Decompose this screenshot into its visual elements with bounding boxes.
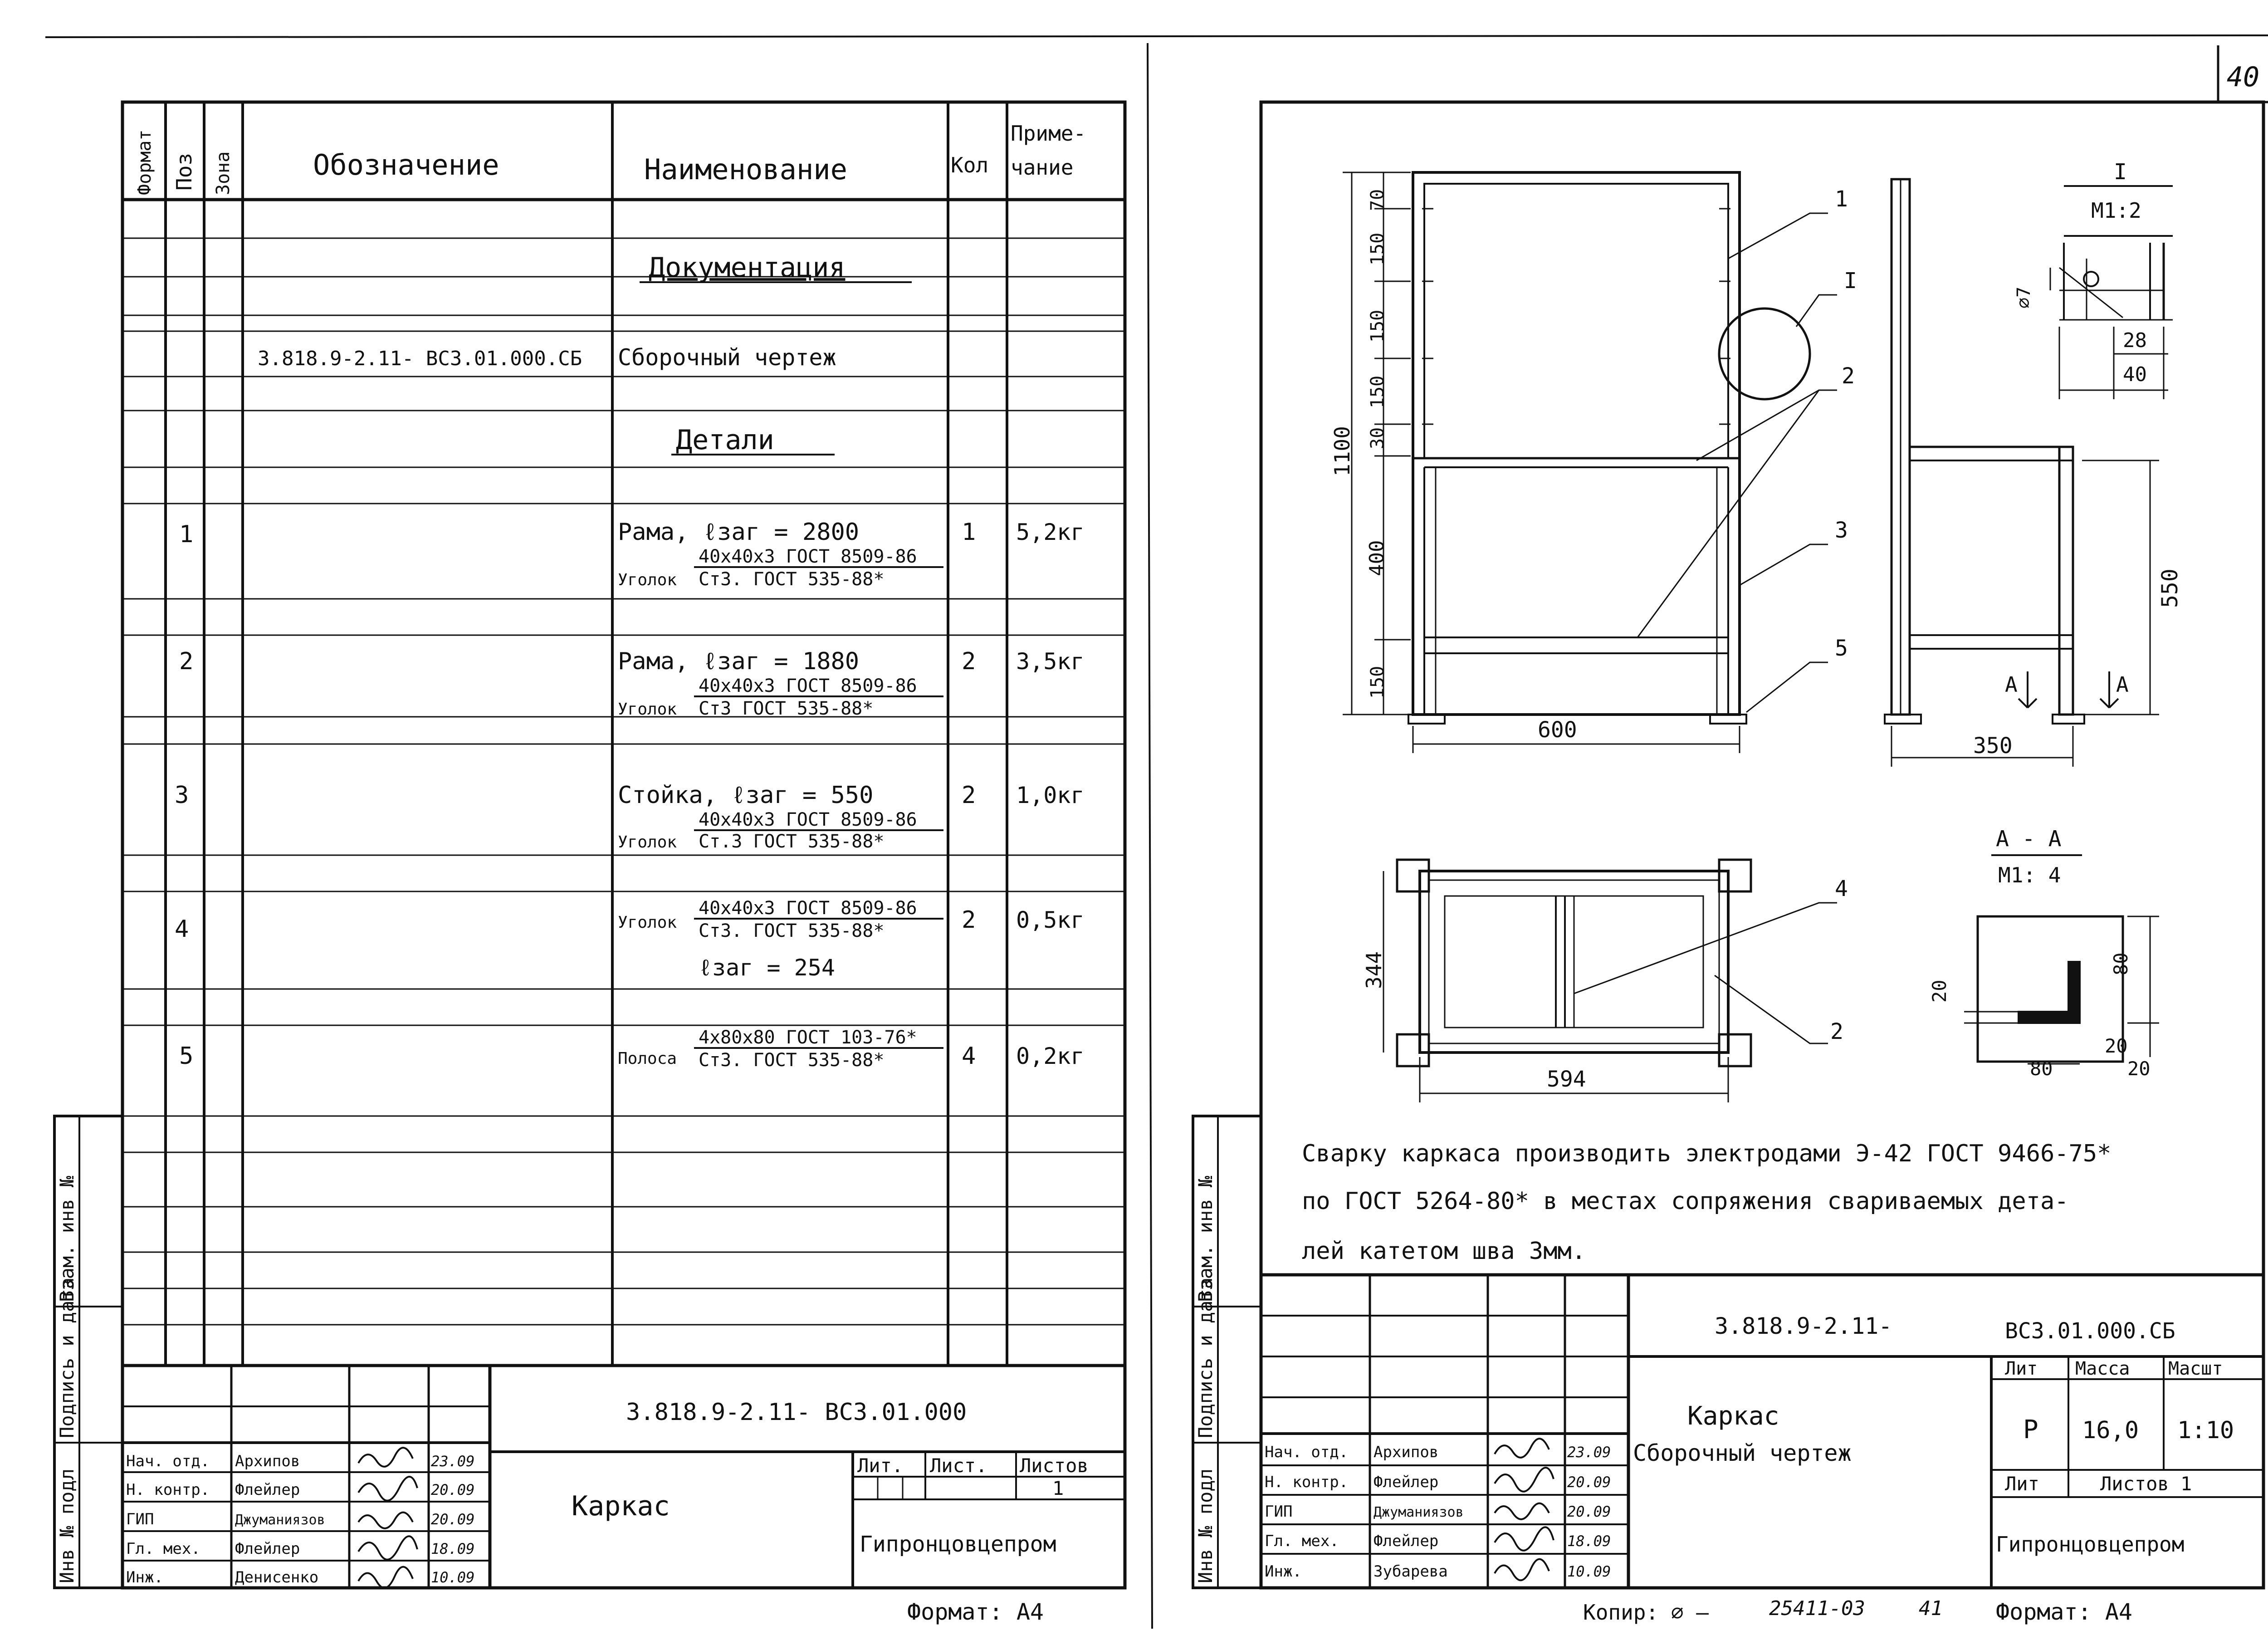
signer-name: Флейлер <box>1374 1532 1439 1550</box>
section-arrow-A: А <box>2005 672 2018 697</box>
welding-note-line-2: по ГОСТ 5264-80* в местах сопряжения свариваемых дета- <box>1302 1188 2069 1215</box>
dim-70: 70 <box>1367 189 1388 211</box>
spec-row-qty: 2 <box>962 906 976 934</box>
col-note-header-2: чание <box>1011 155 1074 180</box>
stamp-sign-date: Подпись и дата <box>1194 1277 1217 1438</box>
signer-name: Флейлер <box>1374 1473 1439 1491</box>
dim-150: 150 <box>1367 309 1388 343</box>
spec-row-profile: 40х40х3 ГОСТ 8509-86 <box>699 809 917 830</box>
spec-row-profile: 4х80х80 ГОСТ 103-76* <box>699 1027 917 1048</box>
dim-150: 150 <box>1367 375 1388 408</box>
spec-row-length: ℓзаг = 254 <box>699 955 835 981</box>
sec-dim-20: 20 <box>2127 1058 2151 1080</box>
title-block-lit-label: Лит. <box>857 1454 904 1477</box>
sec-dim-80: 80 <box>2030 1058 2053 1080</box>
doc-row-name: Сборочный чертеж <box>618 344 836 371</box>
spec-row-prefix: Уголок <box>618 700 677 719</box>
col-format-header: Формат <box>134 129 155 195</box>
signer-role: Инж. <box>126 1568 163 1586</box>
spec-row-pos: 5 <box>179 1043 194 1070</box>
dim-550: 550 <box>2157 568 2183 608</box>
section-details: Детали <box>676 424 774 456</box>
title-block-sheets-label: Листов <box>1020 1454 1089 1477</box>
spec-row-pos: 3 <box>175 782 189 809</box>
spec-row-profile: 40х40х3 ГОСТ 8509-86 <box>699 676 917 696</box>
section-scale: М1: 4 <box>1998 863 2061 887</box>
dim-28: 28 <box>2123 329 2147 352</box>
title-block-mass-label: Масса <box>2075 1358 2130 1379</box>
dim-600: 600 <box>1538 717 1577 743</box>
spec-row-qty: 1 <box>962 519 976 546</box>
handwritten-signatures <box>1495 1439 1554 1580</box>
dim-150: 150 <box>1367 666 1388 699</box>
spec-row-note: 5,2кг <box>1016 519 1085 545</box>
spec-row-pos: 1 <box>179 521 194 548</box>
signer-date: 20.09 <box>431 1481 475 1498</box>
col-qty-header: Кол <box>951 153 989 177</box>
leader-label-2: 2 <box>1842 363 1855 389</box>
signer-role: Нач. отд. <box>126 1452 210 1470</box>
dim-350: 350 <box>1973 733 2013 759</box>
left-format-label: Формат: А4 <box>907 1599 1044 1625</box>
dim-hole-diameter: ⌀7 <box>2014 286 2034 308</box>
stamp-inv-dup: Взам. инв № <box>1194 1175 1217 1302</box>
col-pos-header: Поз <box>172 152 196 191</box>
signer-date: 10.09 <box>431 1569 475 1586</box>
title-block-scale-label: Масшт <box>2168 1358 2223 1379</box>
signer-role: Н. контр. <box>126 1481 210 1499</box>
page-number: 40 <box>2226 61 2260 93</box>
spec-row-name: Рама, ℓзаг = 2800 <box>618 519 860 546</box>
spec-row-note: 0,5кг <box>1016 907 1085 933</box>
sec-dim-20: 20 <box>1928 979 1950 1003</box>
spec-row-material: Ст3. ГОСТ 535-88* <box>699 569 885 590</box>
signer-role: Н. контр. <box>1265 1473 1349 1491</box>
spec-row-material: Ст3 ГОСТ 535-88* <box>699 698 874 719</box>
dim-344: 344 <box>1362 951 1386 989</box>
section-documentation: Документация <box>649 252 846 284</box>
footer-copy: Копир: ⌀ – <box>1583 1600 1709 1625</box>
spec-row-profile: 40х40х3 ГОСТ 8509-86 <box>699 898 917 919</box>
spec-row-material: Ст.3 ГОСТ 535-88* <box>699 831 885 852</box>
signer-name: Зубарева <box>1374 1562 1448 1581</box>
footer-page: 41 <box>1919 1597 1943 1620</box>
spec-row-pos: 4 <box>175 916 189 943</box>
title-block-lit-label: Лит <box>2005 1358 2038 1379</box>
title-block-sheets-value: 1 <box>1052 1477 1064 1499</box>
spec-row-note: 0,2кг <box>1016 1043 1085 1069</box>
footer-format: Формат: А4 <box>1996 1599 2133 1625</box>
spec-row-prefix: Уголок <box>618 913 677 932</box>
title-block-sheets: Листов 1 <box>2100 1473 2192 1495</box>
title-block-mass-value: 16,0 <box>2082 1417 2139 1444</box>
detail-scale: М1:2 <box>2091 198 2141 223</box>
stamp-sign-date: Подпись и дата <box>56 1277 78 1438</box>
signer-name: Архипов <box>235 1452 300 1470</box>
dim-594: 594 <box>1547 1067 1586 1092</box>
title-block-scale-value: 1:10 <box>2177 1417 2234 1444</box>
signer-date: 20.09 <box>1567 1474 1611 1491</box>
signer-date: 23.09 <box>431 1453 475 1470</box>
dim-30: 30 <box>1367 427 1388 449</box>
right-drawing-sheet <box>1193 102 2263 1625</box>
spec-row-prefix: Полоса <box>618 1049 677 1068</box>
section-label: А - А <box>1996 826 2062 852</box>
signer-role: ГИП <box>126 1510 154 1528</box>
leader-label-1: 1 <box>1835 186 1848 212</box>
stamp-inv-orig: Инв № подл <box>56 1469 78 1583</box>
detail-label-I: I <box>2114 159 2127 185</box>
title-block-code-suffix: ВС3.01.000.СБ <box>2005 1318 2175 1344</box>
left-title-block <box>122 1366 1125 1588</box>
signer-role: Гл. мех. <box>126 1540 200 1558</box>
spec-row-prefix: Уголок <box>618 571 677 589</box>
spec-row-profile: 40х40х3 ГОСТ 8509-86 <box>699 546 917 567</box>
signer-name: Флейлер <box>235 1540 300 1558</box>
signer-role: Инж. <box>1265 1562 1302 1581</box>
title-block-subtitle: Сборочный чертеж <box>1633 1440 1852 1466</box>
signer-role: ГИП <box>1265 1503 1293 1521</box>
sec-dim-80: 80 <box>2110 952 2132 975</box>
title-block-org: Гипронцовцепром <box>1996 1532 2185 1557</box>
spec-row-note: 1,0кг <box>1016 782 1085 808</box>
leader-label-3: 3 <box>1835 518 1848 543</box>
title-block-code: 3.818.9-2.11- ВС3.01.000 <box>626 1399 967 1426</box>
signer-name: Джуманиязов <box>235 1512 325 1528</box>
welding-note-line-3: лей катетом шва 3мм. <box>1302 1238 1586 1265</box>
title-block-lit2-label: Лит <box>2005 1473 2039 1495</box>
spec-row-material: Ст3. ГОСТ 535-88* <box>699 920 885 941</box>
spec-row-qty: 2 <box>962 782 976 809</box>
signer-name: Денисенко <box>235 1568 319 1586</box>
title-block-sheet-label: Лист. <box>930 1454 987 1477</box>
stamp-inv-dup: Взам. инв № <box>56 1175 78 1302</box>
leader-label-5: 5 <box>1835 636 1848 661</box>
page-number-box <box>2218 45 2268 102</box>
title-block-code: 3.818.9-2.11- <box>1715 1313 1892 1339</box>
signer-name: Флейлер <box>235 1481 300 1499</box>
signer-name: Джуманиязов <box>1374 1504 1464 1520</box>
signer-date: 20.09 <box>431 1511 475 1528</box>
footer-number: 25411-03 <box>1769 1597 1865 1620</box>
spec-row-note: 3,5кг <box>1016 648 1085 675</box>
spec-row-qty: 4 <box>962 1043 976 1070</box>
left-specification-sheet <box>54 102 1125 1625</box>
stamp-inv-orig: Инв № подл <box>1194 1469 1217 1583</box>
title-block-lit-value: Р <box>2023 1415 2038 1444</box>
section-arrow-A: А <box>2116 672 2129 697</box>
title-block-title: Каркас <box>572 1490 670 1522</box>
signer-role: Нач. отд. <box>1265 1443 1349 1461</box>
signer-date: 18.09 <box>431 1540 475 1557</box>
dim-150: 150 <box>1367 232 1388 265</box>
leader-label-I: I <box>1844 268 1857 294</box>
spec-row-prefix: Уголок <box>618 833 677 852</box>
sec-dim-20: 20 <box>2105 1035 2128 1057</box>
dim-40: 40 <box>2123 363 2147 386</box>
col-name-header: Наименование <box>644 153 847 186</box>
spec-row-name: Рама, ℓзаг = 1880 <box>618 648 860 675</box>
col-designation-header: Обозначение <box>313 148 499 181</box>
spec-row-qty: 2 <box>962 648 976 675</box>
col-note-header-1: Приме- <box>1011 121 1086 146</box>
signer-name: Архипов <box>1374 1443 1439 1461</box>
title-block-title: Каркас <box>1687 1401 1779 1431</box>
spec-row-material: Ст3. ГОСТ 535-88* <box>699 1050 885 1071</box>
signer-date: 20.09 <box>1567 1503 1611 1520</box>
plan-view-drawing <box>1383 860 1837 1102</box>
leader-label-2: 2 <box>1830 1019 1843 1044</box>
handwritten-signatures <box>358 1448 417 1588</box>
title-block-org: Гипронцовцепром <box>860 1532 1056 1557</box>
dim-400: 400 <box>1365 540 1388 576</box>
dim-1100: 1100 <box>1330 426 1354 476</box>
col-zone-header: Зона <box>213 151 234 195</box>
leader-label-4: 4 <box>1835 876 1848 901</box>
front-view-drawing <box>1343 172 1837 753</box>
spec-row-name: Стойка, ℓзаг = 550 <box>618 782 874 809</box>
signer-date: 23.09 <box>1567 1444 1611 1461</box>
section-AA-drawing <box>1964 916 2159 1064</box>
doc-row-designation: 3.818.9-2.11- ВС3.01.000.СБ <box>258 347 582 370</box>
spec-row-pos: 2 <box>179 648 194 675</box>
signer-date: 10.09 <box>1567 1563 1611 1580</box>
right-title-block <box>1261 1275 2263 1588</box>
signer-date: 18.09 <box>1567 1532 1611 1550</box>
signer-role: Гл. мех. <box>1265 1532 1339 1550</box>
welding-note-line-1: Сварку каркаса производить электродами Э-42 ГОСТ 9466-75* <box>1302 1140 2112 1167</box>
